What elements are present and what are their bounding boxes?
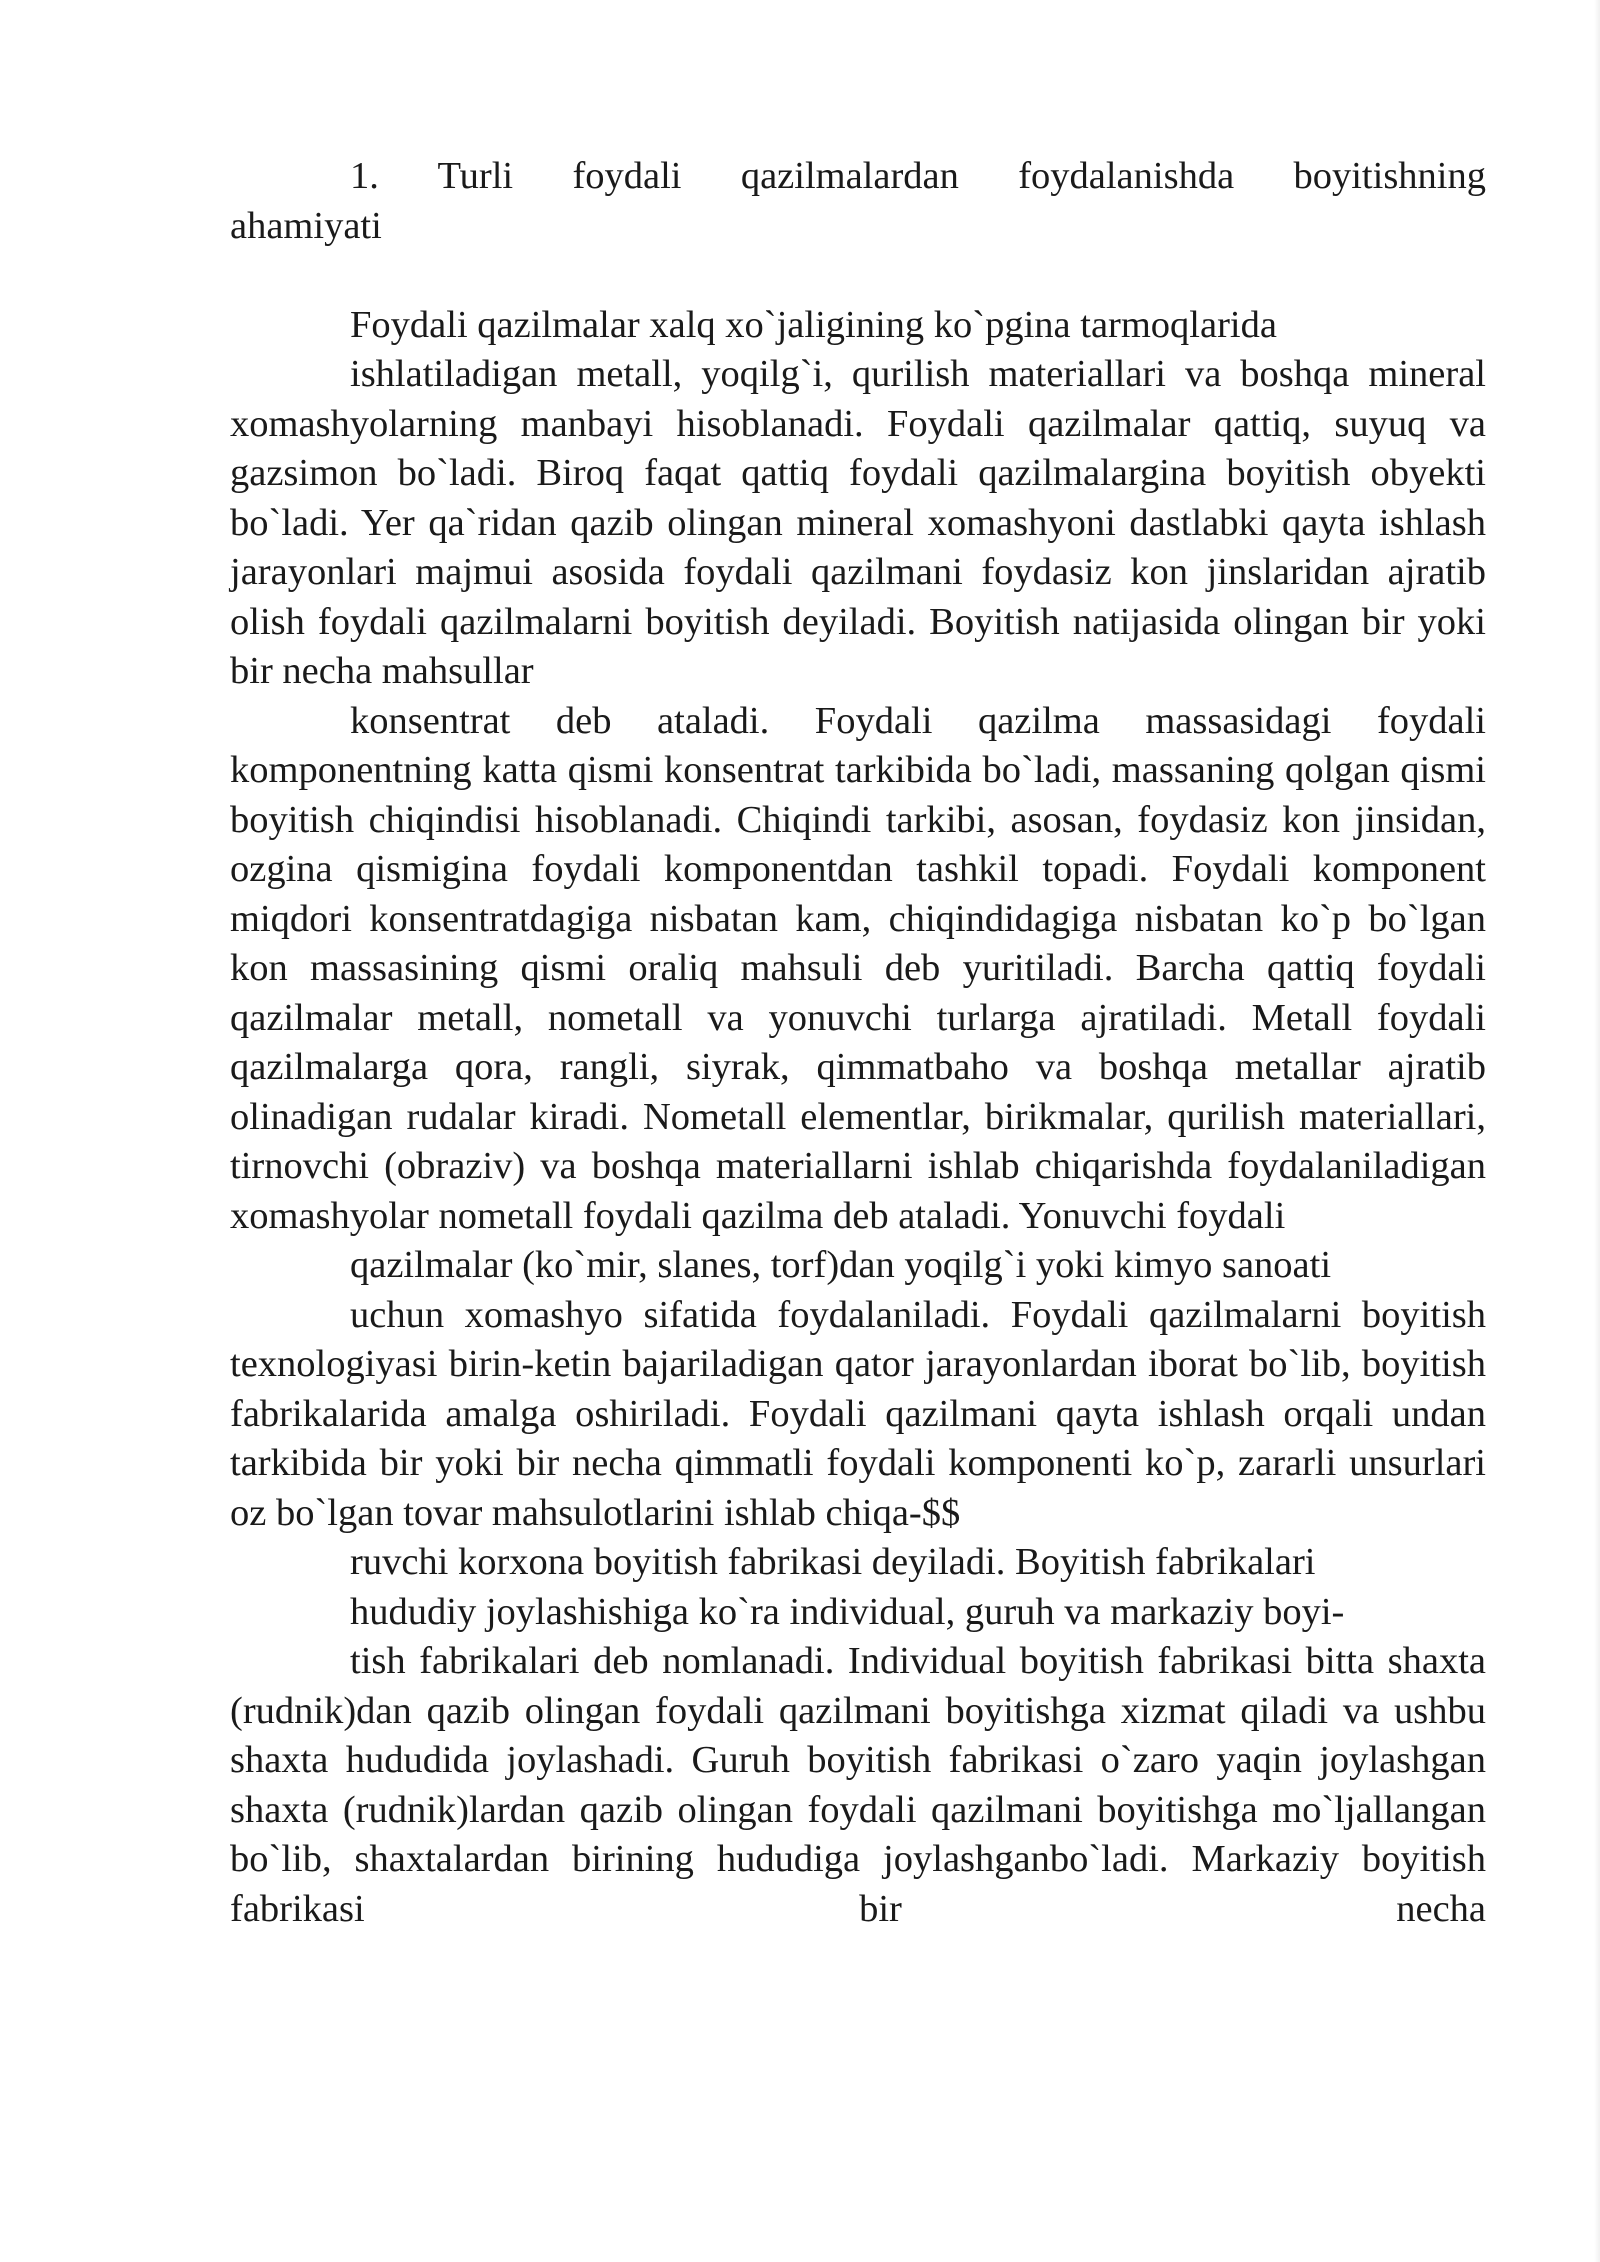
section-heading-line-1: 1. Turli foydali qazilmalardan foydalanishda boyitishning [350,155,1486,197]
paragraph-2: ishlatiladigan metall, yoqilg`i, qurilish materiallari va boshqa mineral xomashyolarning manbayi hisoblanadi. Foydali qazilmalar qattiq, suyuq va gazsimon bo`ladi. Biroq faqat qattiq foydali qazilmalargina boyitish obyekti bo`ladi. Yer qa`ridan qazib olingan mineral xomashyoni dastlabki qayta ishlash jarayonlari majmui asosida foydali qazilmani foydasiz kon jinslaridan ajratib olish foydali qazilmalarni boyitish deyiladi. Boyitish natijasida olingan bir yoki bir necha mahsullar [230,353,1486,692]
paragraph-line-6: ruvchi korxona boyitish fabrikasi deyiladi. Boyitish fabrikalari [350,1541,1316,1583]
paragraph-line-7: hududiy joylashishiga ko`ra individual, guruh va markaziy boyi- [350,1590,1345,1633]
paragraph-3: konsentrat deb ataladi. Foydali qazilma massasidagi foydali komponentning katta qismi konsentrat tarkibida bo`ladi, massaning qolgan qismi boyitish chiqindisi hisoblanadi. Chiqindi tarkibi, asosan, foydasiz kon jinsidan, ozgina qismigina foydali komponentdan tashkil topadi. Foydali komponent miqdori konsentratdagiga nisbatan kam, chiqindidagiga nisbatan ko`p bo`lgan kon massasining qismi oraliq mahsuli deb yuritiladi. Barcha qattiq foydali qazilmalar metall, nometall va yonuvchi turlarga ajratiladi. Metall foydali qazilmalarga qora, rangli, siyrak, qimmatbaho va boshqa metallar ajratib olinadigan rudalar kiradi. Nometall elementlar, birikmalar, qurilish materiallari, tirnovchi (obraziv) va boshqa materiallarni ishlab chiqarishda foydalaniladigan xomashyolar nometall foydali qazilma deb ataladi. Yonuvchi foydali [230,699,1486,1237]
paragraph-line-1: Foydali qazilmalar xalq xo`jaligining ko`pgina tarmoqlarida [350,303,1277,346]
heading-spacer [230,251,1486,301]
page-edge-shadow [1594,0,1600,2262]
paragraph-line-4: qazilmalar (ko`mir, slanes, torf)dan yoqilg`i yoki kimyo sanoati [350,1244,1332,1286]
paragraph-5: uchun xomashyo sifatida foydalaniladi. Foydali qazilmalarni boyitish texnologiyasi birin-ketin bajariladigan qator jarayonlardan iborat bo`lib, boyitish fabrikalarida amalga oshiriladi. Foydali qazilmani qayta ishlash orqali undan tarkibida bir yoki bir necha qimmatli foydali komponenti ko`p, zararli unsurlari oz bo`lgan tovar mahsulotlarini ishlab chiqa-$$ [230,1293,1486,1534]
section-heading-line-2: ahamiyati [230,204,382,247]
document-body [230,152,1486,1934]
paragraph-8: tish fabrikalari deb nomlanadi. Individual boyitish fabrikasi bitta shaxta (rudnik)dan qazib olingan foydali qazilmani boyitishga xizmat qiladi va ushbu shaxta hududida joylashadi. Guruh boyitish fabrikasi o`zaro yaqin joylashgan shaxta (rudnik)lardan qazib olingan foydali qazilmani boyitishga mo`ljallangan bo`lib, shaxtalardan birining hududiga joylashganbo`ladi. Markaziy boyitish fabrikasi bir necha [230,1640,1486,1930]
